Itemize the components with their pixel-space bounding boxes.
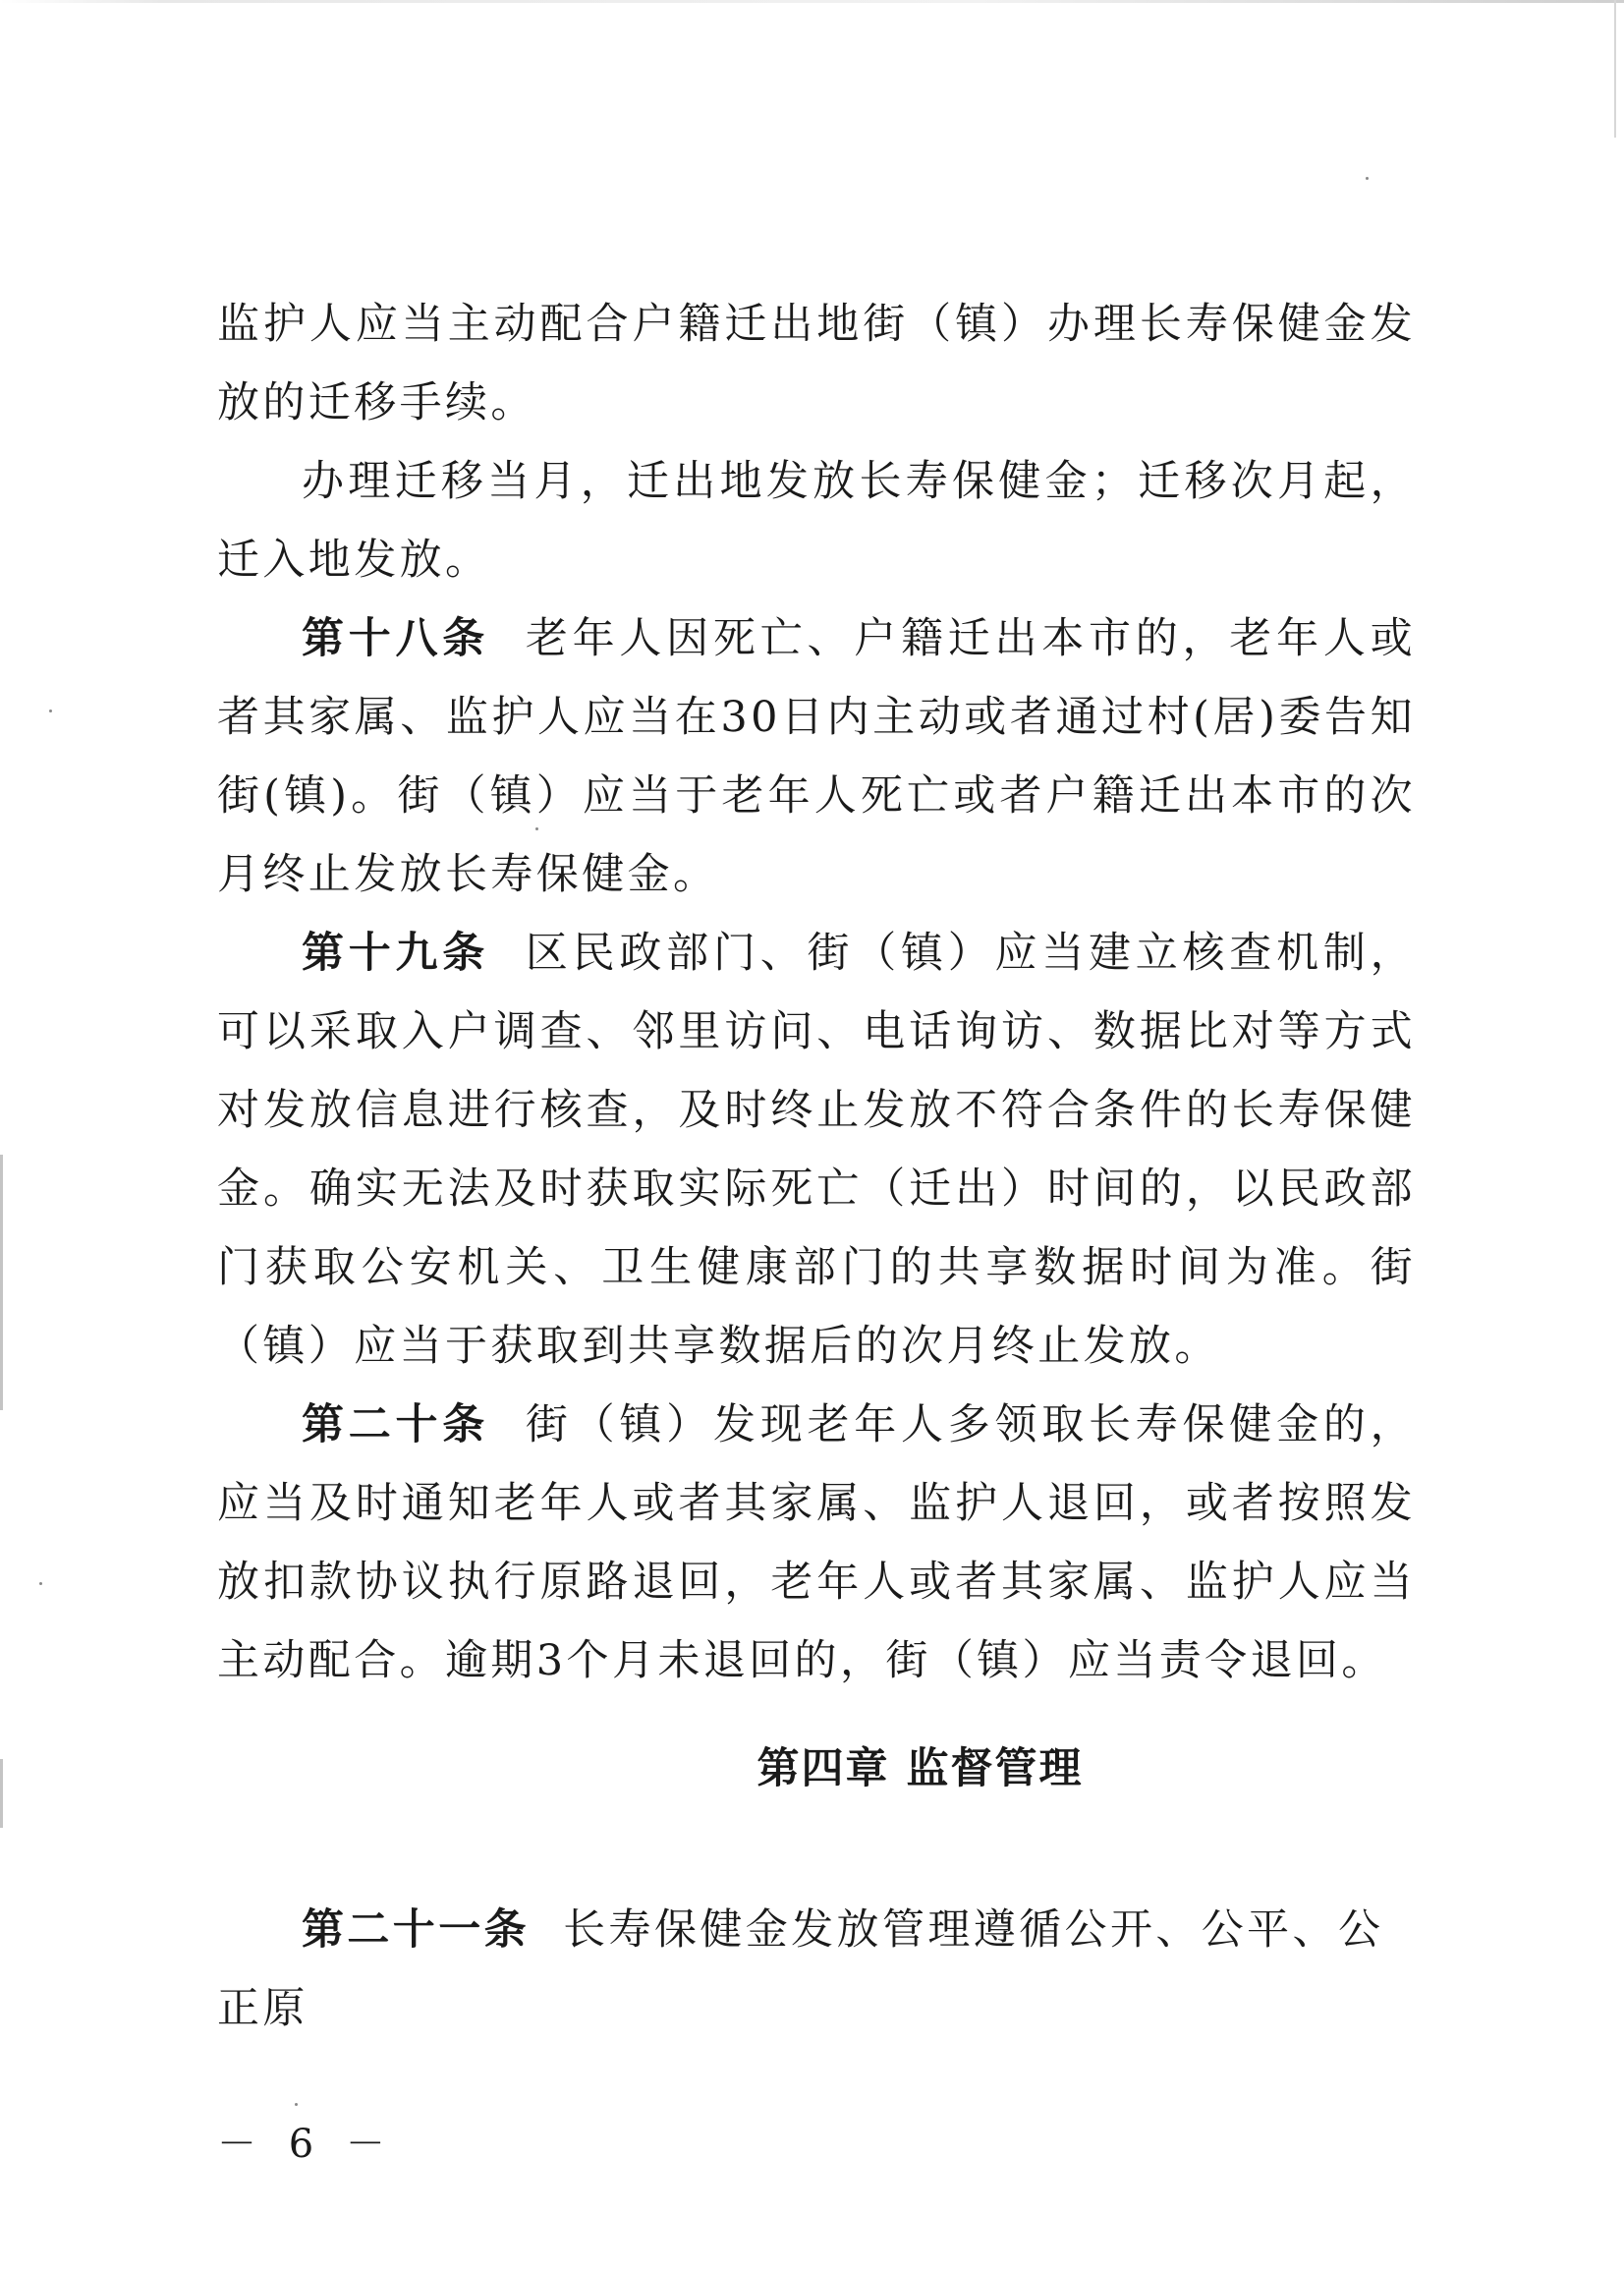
paragraph (217, 442, 1416, 599)
body-text (217, 285, 1416, 1700)
article-text: 区民政部门、街（镇）应当建立核查机制，可以采取入户调查、邻里访问、电话询访、数据比对等方式对发放信息进行核查，及时终止发放不符合条件的长寿保健金。确实无法及时获取实际死亡（迁出）时间的，以民政部门获取公安机关、卫生健康部门的共享数据时间为准。街（镇）应当于获取到共享数据后的次月终止发放。 (217, 929, 1416, 1371)
paragraph (217, 285, 1416, 442)
article-text: 长寿保健金发放管理遵循公开、公平、公正原 (217, 1905, 1384, 2033)
article-label: 第十九条 (302, 929, 490, 978)
article-label: 第二十一条 (302, 1905, 530, 1955)
article-label: 第二十条 (302, 1400, 490, 1449)
scan-edge-left-mark (0, 1155, 3, 1410)
scan-speck (1366, 177, 1369, 180)
chapter-title-row (0, 1739, 1624, 1798)
scan-speck (295, 2103, 298, 2106)
paragraph-text: 办理迁移当月，迁出地发放长寿保健金；迁移次月起，迁入地发放。 (217, 457, 1416, 585)
scan-speck (39, 1582, 42, 1585)
paragraph-text: 监护人应当主动配合户籍迁出地街（镇）办理长寿保健金发放的迁移手续。 (217, 300, 1416, 427)
scan-edge-top (0, 0, 1624, 3)
chapter-title: 第四章 监督管理 (756, 1744, 1084, 1793)
article-19 (217, 914, 1416, 1386)
page-number: － 6 － (217, 2122, 395, 2167)
article-text: 老年人因死亡、户籍迁出本市的，老年人或者其家属、监护人应当在30日内主动或者通过村(居)委告知街(镇)。街（镇）应当于老年人死亡或者户籍迁出本市的次月终止发放长寿保健金。 (217, 614, 1416, 899)
article-21 (217, 1891, 1416, 2048)
scan-speck (49, 710, 52, 712)
article-20 (217, 1386, 1416, 1700)
scan-edge-right (1614, 0, 1616, 138)
article-18 (217, 599, 1416, 914)
article-label: 第十八条 (302, 614, 490, 663)
article-text: 街（镇）发现老年人多领取长寿保健金的，应当及时通知老年人或者其家属、监护人退回，或者按照发放扣款协议执行原路退回，老年人或者其家属、监护人应当主动配合。逾期3个月未退回的，街（镇）应当责令退回。 (217, 1400, 1416, 1685)
